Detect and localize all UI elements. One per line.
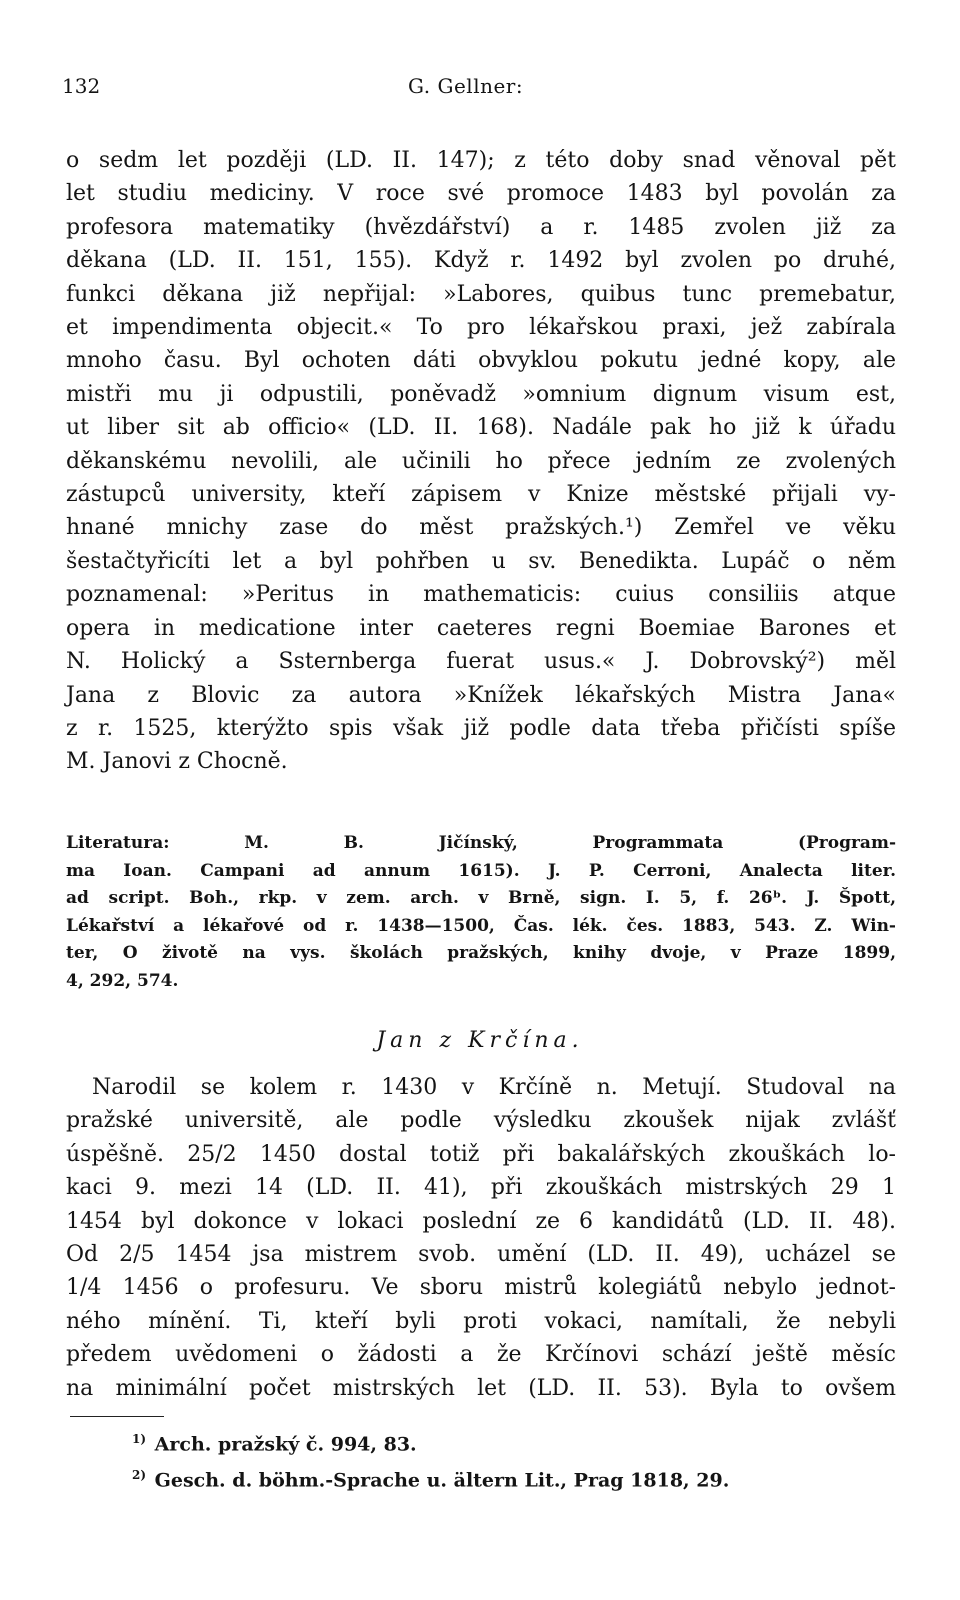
literature-line: Lékařství a lékařové od r. 1438—1500, Čas. lék. čes. 1883, 543. Z. Win- [66,915,896,936]
text-line: Jana z Blovic za autora »Knížek lékařských Mistra Jana« [66,682,896,708]
footnote-divider [70,1416,164,1417]
text-line: poznamenal: »Peritus in mathematicis: cuius consiliis atque [66,582,896,608]
text-line: 1/4 1456 o profesuru. Ve sboru mistrů kolegiátů nebylo jednot- [66,1275,896,1301]
page-number: 132 [62,74,101,98]
running-head: G. Gellner: [408,74,524,98]
text-line: zástupců university, kteří zápisem v Knize městské přijali vy- [66,482,896,508]
literature-line: 4, 292, 574. [66,970,179,991]
text-line: z r. 1525, kterýžto spis však již podle data třeba přičísti spíše [66,715,896,741]
text-line: na minimální počet mistrských let (LD. II. 53). Byla to ovšem [66,1375,896,1401]
text-line: mistři mu ji odpustili, poněvadž »omnium dignum visum est, [66,381,896,407]
footnote [132,1424,729,1460]
text-line: předem uvědomeni o žádosti a že Krčínovi schází ještě měsíc [66,1342,896,1368]
text-line: ného mínění. Ti, kteří byli proti vokaci, namítali, že nebyli [66,1308,896,1334]
paragraph-section [66,1071,896,1405]
text-line: N. Holický a Ssternberga fuerat usus.« J. Dobrovský²) měl [66,649,896,675]
text-line: pražské universitě, ale podle výsledku zkoušek nijak zvlášť [66,1108,896,1134]
literature-line: ma Ioan. Campani ad annum 1615). J. P. Cerroni, Analecta liter. [66,860,896,881]
text-line: et impendimenta objecit.« To pro lékařskou praxi, jež zabírala [66,315,896,341]
text-line: kaci 9. mezi 14 (LD. II. 41), při zkouškách mistrských 29 1 [66,1175,896,1201]
text-line: opera in medicatione inter caeteres regni Boemiae Barones et [66,615,896,641]
footnote-mark: 1) [132,1432,147,1446]
paragraph-continued [66,144,896,779]
text-line: profesora matematiky (hvězdářství) a r. 1485 zvolen již za [66,214,896,240]
footnote-mark: 2) [132,1468,147,1483]
text-line: ut liber sit ab officio« (LD. II. 168). Nadále pak ho již k úřadu [66,415,896,441]
text-line: úspěšně. 25/2 1450 dostal totiž při bakalářských zkouškách lo- [66,1141,896,1167]
text-line: děkana (LD. II. 151, 155). Když r. 1492 byl zvolen po druhé, [66,248,896,274]
literature-line: Literatura: M. B. Jičínský, Programmata (Program- [66,833,896,853]
literature-line: ter, O životě na vys. školách pražských, knihy dvoje, v Praze 1899, [66,943,896,963]
text-line: Od 2/5 1454 jsa mistrem svob. umění (LD. II. 49), ucházel se [66,1242,896,1268]
text-line: 1454 byl dokonce v lokaci poslední ze 6 kandidátů (LD. II. 48). [66,1208,896,1234]
text-line: mnoho času. Byl ochoten dáti obvyklou pokutu jedné kopy, ale [66,348,896,374]
page-header [62,74,898,104]
footnote-text: Gesch. d. böhm.-Sprache u. ältern Lit., Prag 1818, 29. [154,1469,730,1492]
text-line: šestačtyřicíti let a byl pohřben u sv. Benedikta. Lupáč o něm [66,548,896,574]
text-line: děkanskému nevolili, ale učinili ho přece jedním ze zvolených [66,448,896,474]
text-line: hnané mnichy zase do měst pražských.¹) Zemřel ve věku [66,515,896,541]
text-line: M. Janovi z Chocně. [66,749,288,775]
text-line: o sedm let později (LD. II. 147); z této doby snad věnoval pět [66,148,896,173]
footnote [132,1460,729,1496]
footnotes [132,1424,729,1497]
literature-block [66,830,896,995]
text-line: Narodil se kolem r. 1430 v Krčíně n. Metují. Studoval na [92,1075,896,1100]
literature-line: ad script. Boh., rkp. v zem. arch. v Brně, sign. I. 5, f. 26ᵇ. J. Špott, [66,888,896,908]
section-title: Jan z Krčína. [376,1028,584,1053]
footnote-text: Arch. pražský č. 994, 83. [154,1433,417,1456]
text-line: funkci děkana již nepřijal: »Labores, quibus tunc premebatur, [66,281,896,307]
text-line: let studiu mediciny. V roce své promoce 1483 byl povolán za [66,181,896,207]
